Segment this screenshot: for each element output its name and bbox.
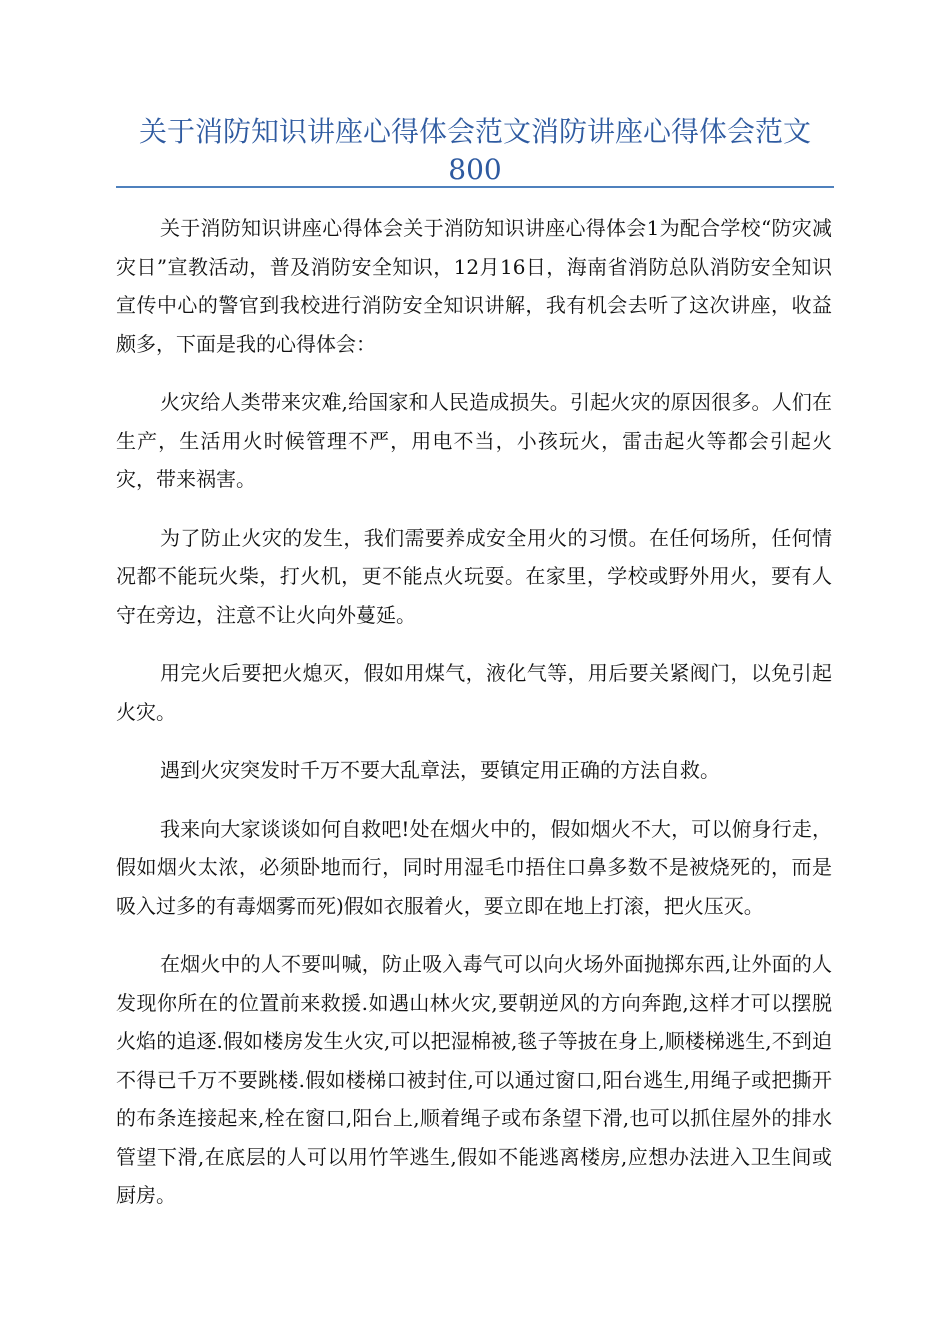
title-block xyxy=(116,113,834,189)
paragraph-7: 在烟火中的人不要叫喊，防止吸入毒气可以向火场外面抛掷东西,让外面的人发现你所在的位置前来救援.如遇山林火灾,要朝逆风的方向奔跑,这样才可以摆脱火焰的追逐.假如楼房发生火灾,可以把湿棉被,毯子等披在身上,顺楼梯逃生,不到迫不得已千万不要跳楼.假如楼梯口被封住,可以通过窗口,阳台逃生,用绳子或把撕开的布条连接起来,栓在窗口,阳台上,顺着绳子或布条望下滑,也可以抓住屋外的排水管望下滑,在底层的人可以用竹竿逃生,假如不能逃离楼房,应想办法进入卫生间或厨房。 xyxy=(116,952,832,1207)
paragraph-4: 用完火后要把火熄灭，假如用煤气，液化气等，用后要关紧阀门，以免引起火灾。 xyxy=(116,661,832,724)
title-underline xyxy=(116,186,834,188)
paragraph-5: 遇到火灾突发时千万不要大乱章法，要镇定用正确的方法自救。 xyxy=(160,758,720,782)
paragraph-1: 关于消防知识讲座心得体会关于消防知识讲座心得体会1为配合学校“防灾减灾日”宣教活动，普及消防安全知识，12月16日，海南省消防总队消防安全知识宣传中心的警官到我校进行消防安全知识讲解，我有机会去听了这次讲座，收益颇多，下面是我的心得体会： xyxy=(116,216,832,356)
document-body xyxy=(116,209,832,1235)
paragraph-2: 火灾给人类带来灾难,给国家和人民造成损失。引起火灾的原因很多。人们在生产，生活用火时候管理不严，用电不当，小孩玩火，雷击起火等都会引起火灾，带来祸害。 xyxy=(116,390,832,491)
document-title: 关于消防知识讲座心得体会范文消防讲座心得体会范文800 xyxy=(138,115,811,186)
paragraph-6: 我来向大家谈谈如何自救吧!处在烟火中的，假如烟火不大，可以俯身行走，假如烟火太浓，必须卧地而行，同时用湿毛巾捂住口鼻多数不是被烧死的，而是吸入过多的有毒烟雾而死)假如衣服着火，要立即在地上打滚，把火压灭。 xyxy=(116,816,832,918)
paragraph-3: 为了防止火灾的发生，我们需要养成安全用火的习惯。在任何场所，任何情况都不能玩火柴，打火机，更不能点火玩耍。在家里，学校或野外用火，要有人守在旁边，注意不让火向外蔓延。 xyxy=(116,525,832,627)
